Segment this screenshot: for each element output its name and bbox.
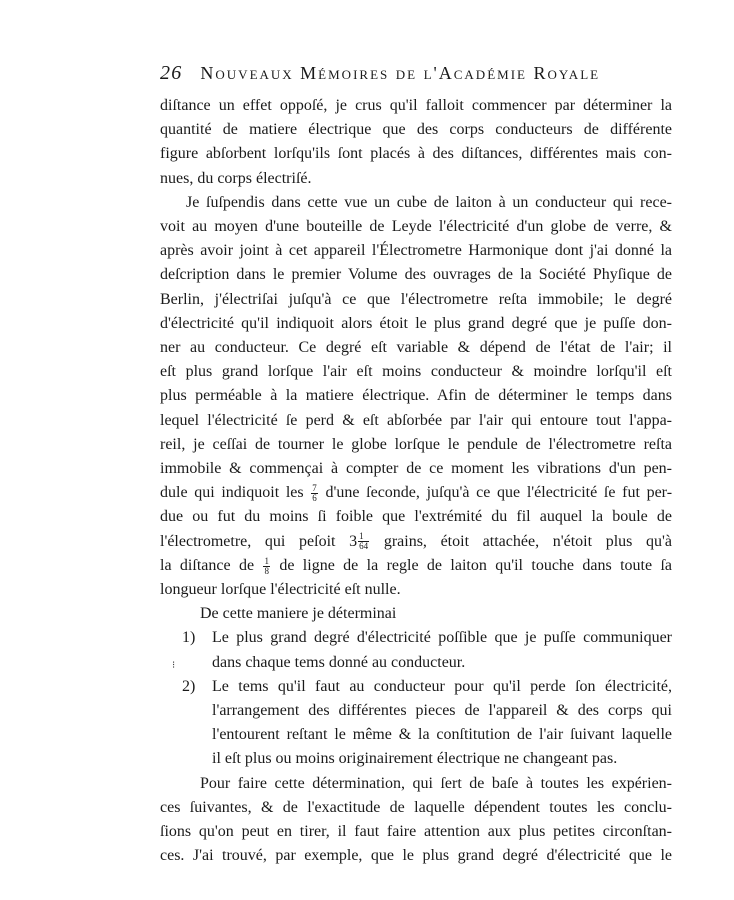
numbered-item-1 [160,626,672,674]
fraction-denominator: 6 [312,493,317,504]
text-fragment: grains, étoit attachée, n'étoit plus qu'à [383,532,673,550]
text-line-with-fraction [160,481,672,505]
page-number: 26 [160,62,183,84]
text-line: il eſt plus ou moins originairement électrique ne changeant pas. [212,750,618,768]
paragraph-1 [160,94,672,191]
text-line: diſtance un effet oppoſé, je crus qu'il falloit commencer par déterminer la [160,97,672,114]
fraction-denominator: 8 [264,565,269,576]
text-line: Le tems qu'il faut au conducteur pour qu'il perde ſon électricité, [212,677,672,695]
running-title: Nouveaux Mémoires de l'Académie Royale [200,63,601,83]
text-fragment: de ligne de la regle de laiton qu'il touche dans toute ſa [279,556,673,574]
text-fragment: la diſtance de [160,556,255,574]
text-line: plus perméable à la matiere électrique. Afin de déterminer le temps dans [160,387,672,405]
text-line-with-fraction [160,554,672,578]
text-line: nues, du corps électriſé. [160,169,312,187]
text-line: dans chaque tems donné au conducteur. [212,653,466,671]
text-line: ſions qu'on peut en tirer, il faut faire attention aux plus petites circonſtan- [160,823,672,841]
text-line: voit au moyen d'une bouteille de Leyde l'électricité d'un globe de verre, & [160,218,672,236]
text-line: quantité de matiere électrique que des corps conducteurs de différente [160,121,672,139]
paragraph-4 [160,772,672,869]
item-number: 1) [182,629,196,647]
body-text [160,94,672,869]
text-line: figure abſorbent lorſqu'ils ſont placés à des diſtances, différentes mais con- [160,145,672,163]
text-line: d'électricité qu'il indiquoit alors étoit le plus grand degré que je puſſe don- [160,314,672,332]
item-number: 2) [182,677,196,695]
paragraph-2 [160,191,672,602]
fraction-numerator: 7 [312,483,317,494]
text-line: lequel l'électricité ſe perd & eſt abſorbée par l'air qui entoure tout l'appa- [160,411,672,429]
text-line-with-fraction [160,530,672,554]
text-line: ces ſuivantes, & de l'exactitude de laquelle dépendent toutes les conclu- [160,798,672,816]
ink-speck: ⁝ [172,660,176,671]
fraction-numerator: 1 [358,532,369,542]
fraction-numerator: 1 [264,555,269,566]
text-line: reil, je ceſſai de tourner le globe lorſque le pendule de l'électrometre reſta [160,435,672,453]
text-line: ces. J'ai trouvé, par exemple, que le plus grand degré d'électricité que le [160,847,672,865]
text-line: eſt plus grand lorſque l'air eſt moins conducteur & moindre lorſqu'il eſt [160,363,672,381]
paragraph-3 [160,602,672,626]
text-line: Je ſuſpendis dans cette vue un cube de laiton à un conducteur qui rece- [186,193,672,211]
text-fragment: d'une ſeconde, juſqu'à ce que l'électricité ſe fut per- [325,484,673,502]
text-line: Pour faire cette détermination, qui ſert de baſe à toutes les expérien- [200,774,672,792]
text-line: immobile & commençai à compter de ce moment les vibrations d'un pen- [160,460,672,478]
text-line: deſcription dans le premier Volume des ouvrages de la Société Phyſique de [160,266,672,284]
text-line: Le plus grand degré d'électricité poſſible que je puſſe communiquer [212,629,672,647]
text-fragment: dule qui indiquoit les [160,484,304,502]
text-line: due ou fut du moins ſi foible que l'extrémité du fil auquel la boule de [160,508,672,526]
running-header [160,62,700,85]
text-line: l'arrangement des différentes pieces de l'appareil & des corps qui [212,702,672,720]
text-line: ner au conducteur. Ce degré eſt variable & dépend de l'état de l'air; il [160,339,672,357]
fraction [358,532,369,551]
fraction [311,484,318,503]
text-line: après avoir joint à cet appareil l'Électrometre Harmonique dont j'ai donné la [160,242,672,260]
text-fragment: l'électrometre, qui peſoit 3 [160,532,358,550]
numbered-item-2 [160,675,672,772]
fraction [263,557,270,576]
text-line: Berlin, j'électriſai juſqu'à ce que l'électrometre reſta immobile; le degré [160,290,672,308]
text-line: De cette maniere je déterminai [200,605,397,623]
text-line: l'entourent reſtant le même & la conſtitution de l'air ſuivant laquelle [212,726,672,744]
fraction-denominator: 64 [359,541,369,552]
text-line: longueur lorſque l'électricité eſt nulle. [160,581,401,599]
